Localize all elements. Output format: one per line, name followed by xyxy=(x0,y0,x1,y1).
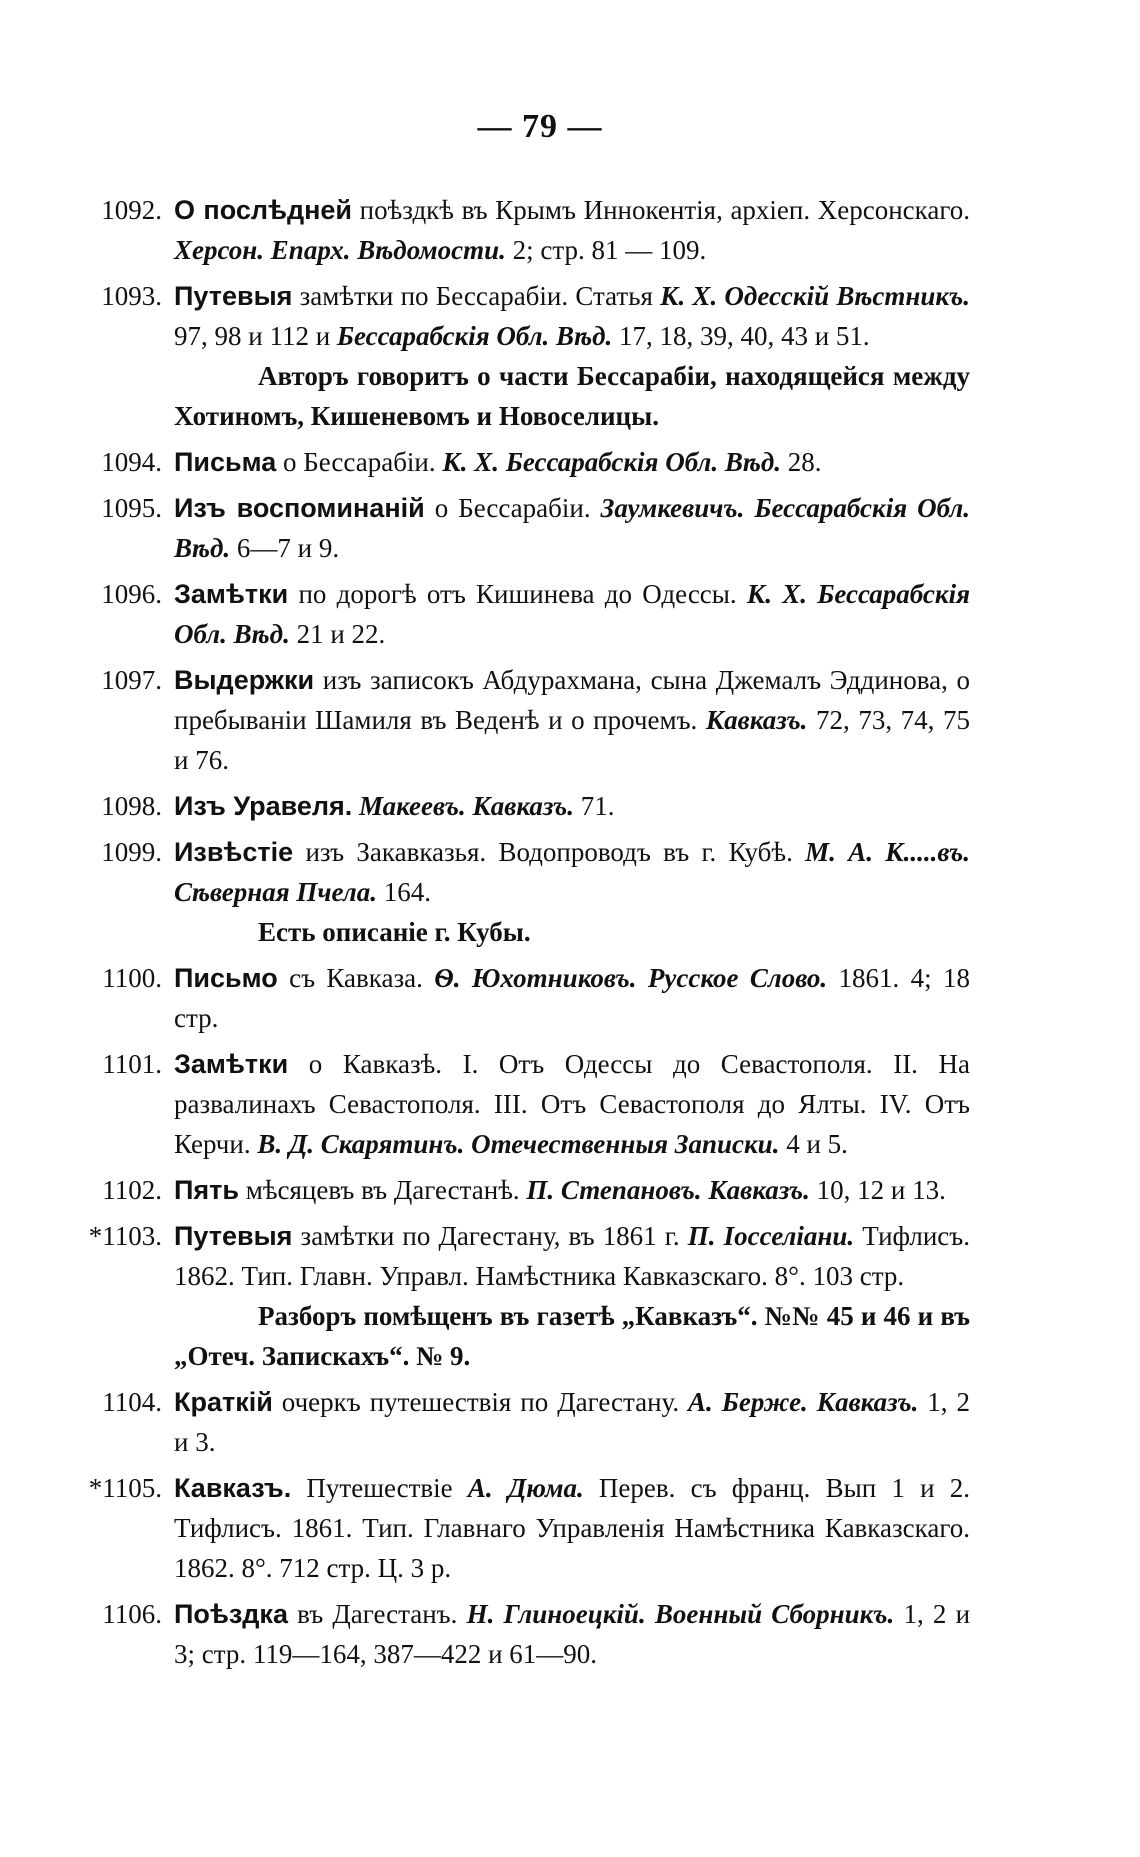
entry-text: 71. xyxy=(574,791,615,821)
entry-text: замѣтки по Дагестану, въ 1861 г. xyxy=(292,1221,688,1251)
entry-title: Путевыя xyxy=(174,281,293,311)
entry-text: замѣтки по Бессарабіи. Статья xyxy=(292,281,661,311)
entry-number: 1093. xyxy=(101,281,162,311)
entry-text xyxy=(499,447,506,477)
entry-title: Замѣтки xyxy=(174,579,289,609)
entry-text xyxy=(646,1599,655,1629)
entry-author: П. Іосселіани. xyxy=(687,1221,855,1251)
entry-number: 1101. xyxy=(102,1049,162,1079)
entry-text: 17, 18, 39, 40, 43 и 51. xyxy=(612,321,870,351)
entry-number: 1095. xyxy=(101,493,162,523)
entry-author: Ѳ. Юхотниковъ. xyxy=(434,963,637,993)
bibliography-entry xyxy=(70,832,970,952)
entry-title: Письмо xyxy=(174,963,278,993)
entry-title: Извѣстіе xyxy=(174,837,294,867)
entry-text: 97, 98 и 112 и xyxy=(174,321,337,351)
entry-source: Кавказъ. xyxy=(472,791,574,821)
entry-body xyxy=(174,1594,970,1674)
entry-source: Русское Слово. xyxy=(647,963,828,993)
entry-text: мѣсяцевъ въ Дагестанѣ. xyxy=(238,1175,527,1205)
entry-text: Перев. съ франц. Вып 1 и 2. Тифлисъ. 1861. Тип. Главнаго Управленія Намѣстника Кавказскаго. 1862. 8°. 712 стр. Ц. 3 р. xyxy=(174,1473,970,1583)
entry-title: Изъ воспоминаній xyxy=(174,493,425,523)
entry-body xyxy=(174,574,970,654)
entry-title: Замѣтки xyxy=(174,1049,289,1079)
entry-body xyxy=(174,660,970,780)
entry-source: Кавказъ. xyxy=(705,705,808,735)
entry-body xyxy=(174,958,970,1038)
bibliography-entry xyxy=(70,1216,970,1376)
entry-text: о Бессарабіи. xyxy=(424,493,601,523)
entry-title: Поѣздка xyxy=(174,1599,288,1629)
entry-source: Одесскій Вѣстникъ. xyxy=(724,281,970,311)
entry-source: Бессарабскія Обл. Вѣд. xyxy=(505,447,782,477)
entry-body xyxy=(174,1216,970,1376)
entry-title: О послѣдней xyxy=(174,195,353,225)
entry-source: Херсон. Епарх. Вѣдомости. xyxy=(174,235,506,265)
entry-note: Авторъ говоритъ о части Бессарабіи, находящейся между Хотиномъ, Кишеневомъ и Новоселицы. xyxy=(174,361,970,431)
entry-body xyxy=(174,1468,970,1588)
entry-body xyxy=(174,488,970,568)
bibliography-entry xyxy=(70,442,970,482)
bibliography-entry xyxy=(70,1382,970,1462)
entry-number: 1106. xyxy=(102,1599,162,1629)
entry-text: о Кавказѣ. I. Отъ Одессы до Севастополя. II. На развалинахъ Севастополя. III. Отъ Севастополя до Ялты. IV. Отъ Керчи. xyxy=(174,1049,970,1159)
entry-number: *1105. xyxy=(88,1473,162,1503)
bibliography-entry xyxy=(70,1594,970,1674)
entry-text xyxy=(808,1387,817,1417)
entry-source: Военный Сборникъ. xyxy=(654,1599,895,1629)
entry-author: К. Х. xyxy=(746,579,807,609)
entry-text: изъ записокъ Абдурахмана, сына Джемалъ Эддинова, о пребываніи Шамиля въ Веденѣ и о прочемъ. xyxy=(174,665,970,735)
entry-text: 4 и 5. xyxy=(779,1129,848,1159)
bibliography-entry xyxy=(70,1044,970,1164)
entry-title: Кавказъ. xyxy=(174,1473,292,1503)
entry-text: 28. xyxy=(781,447,822,477)
entry-source: Кавказъ. xyxy=(708,1175,810,1205)
entry-title: Пять xyxy=(174,1175,239,1205)
entry-title: Путевыя xyxy=(174,1221,293,1251)
entry-text xyxy=(807,579,817,609)
entry-source: Бессарабскія Обл. Вѣд. xyxy=(174,493,971,563)
entry-text: 72, 73, 74, 75 и 76. xyxy=(174,705,970,775)
entry-text: 6—7 и 9. xyxy=(230,533,340,563)
entry-number: 1104. xyxy=(102,1387,162,1417)
entry-text: съ Кавказа. xyxy=(277,963,435,993)
page-number: — 79 — xyxy=(477,108,603,145)
entry-number: 1096. xyxy=(101,579,162,609)
entry-author: А. Дюма. xyxy=(467,1473,584,1503)
entry-author: Н. Глиноецкій. xyxy=(466,1599,646,1629)
entry-note: Разборъ помѣщенъ въ газетѣ „Кавказъ“. №№ 45 и 46 и въ „Отеч. Запискахъ“. № 9. xyxy=(174,1301,970,1371)
entry-body xyxy=(174,1170,970,1210)
bibliography-entry xyxy=(70,958,970,1038)
entry-body xyxy=(174,786,970,826)
entry-source: Сѣверная Пчела. xyxy=(174,877,377,907)
entry-author: Макеевъ. xyxy=(359,791,466,821)
bibliography-list xyxy=(70,190,970,1680)
entry-text: 2; стр. 81 — 109. xyxy=(505,235,707,265)
entry-text: Тифлисъ. 1862. Тип. Главн. Управл. Намѣстника Кавказскаго. 8°. 103 стр. xyxy=(174,1221,970,1291)
bibliography-entry xyxy=(70,276,970,436)
entry-number: 1099. xyxy=(101,837,162,867)
bibliography-entry xyxy=(70,786,970,826)
bibliography-entry xyxy=(70,488,970,568)
entry-number: 1100. xyxy=(102,963,162,993)
entry-body xyxy=(174,442,970,482)
entry-number: 1097. xyxy=(101,665,162,695)
entry-author: К. Х. xyxy=(442,447,499,477)
entry-author: В. Д. Скарятинъ. xyxy=(257,1129,465,1159)
entry-title: Краткій xyxy=(174,1387,273,1417)
bibliography-entry xyxy=(70,190,970,270)
entry-title: Письма xyxy=(174,447,277,477)
entry-number: 1094. xyxy=(101,447,162,477)
entry-text: очеркъ путешествія по Дагестану. xyxy=(272,1387,689,1417)
entry-body xyxy=(174,1382,970,1462)
entry-text: о Бессарабіи. xyxy=(276,447,443,477)
entry-text: 1, 2 и 3; стр. 119—164, 387—422 и 61—90. xyxy=(174,1599,971,1669)
entry-text: изъ Закавказья. Водопроводъ въ г. Кубѣ. xyxy=(293,837,806,867)
entry-author: П. Степановъ. xyxy=(526,1175,702,1205)
entry-note: Есть описаніе г. Кубы. xyxy=(258,917,531,947)
bibliography-entry xyxy=(70,574,970,654)
entry-body xyxy=(174,1044,970,1164)
entry-author: М. А. К.....въ. xyxy=(805,837,970,867)
entry-text: 10, 12 и 13. xyxy=(809,1175,946,1205)
entry-author: Заумкевичъ. xyxy=(600,493,745,523)
entry-text: 1, 2 и 3. xyxy=(174,1387,971,1457)
entry-text: Путешествіе xyxy=(291,1473,468,1503)
entry-text xyxy=(744,493,754,523)
entry-author: А. Берже. xyxy=(688,1387,808,1417)
entry-text: 21 и 22. xyxy=(289,619,386,649)
entry-source: Отечественныя Записки. xyxy=(471,1129,780,1159)
entry-number: 1102. xyxy=(102,1175,162,1205)
entry-text: въ Дагестанъ. xyxy=(287,1599,467,1629)
entry-text: 164. xyxy=(376,877,431,907)
entry-title: Выдержки xyxy=(174,665,315,695)
entry-number: 1098. xyxy=(101,791,162,821)
entry-number: *1103. xyxy=(88,1221,162,1251)
bibliography-entry xyxy=(70,660,970,780)
bibliography-entry xyxy=(70,1468,970,1588)
entry-text: 1861. 4; 18 стр. xyxy=(174,963,970,1033)
entry-title: Изъ Уравеля. xyxy=(174,791,353,821)
entry-source: Кавказъ. xyxy=(816,1387,919,1417)
entry-author: К. Х. xyxy=(660,281,718,311)
entry-text xyxy=(637,963,648,993)
bibliography-entry xyxy=(70,1170,970,1210)
entry-text: по дорогѣ отъ Кишинева до Одессы. xyxy=(288,579,747,609)
entry-source: Бессарабскія Обл. Вѣд. xyxy=(174,579,970,649)
entry-body xyxy=(174,276,970,436)
entry-source: Бессарабскія Обл. Вѣд. xyxy=(336,321,613,351)
entry-body xyxy=(174,832,970,952)
entry-number: 1092. xyxy=(101,195,162,225)
entry-body xyxy=(174,190,970,270)
entry-text: поѣздкѣ въ Крымъ Иннокентія, архіеп. Херсонскаго. xyxy=(352,195,970,225)
